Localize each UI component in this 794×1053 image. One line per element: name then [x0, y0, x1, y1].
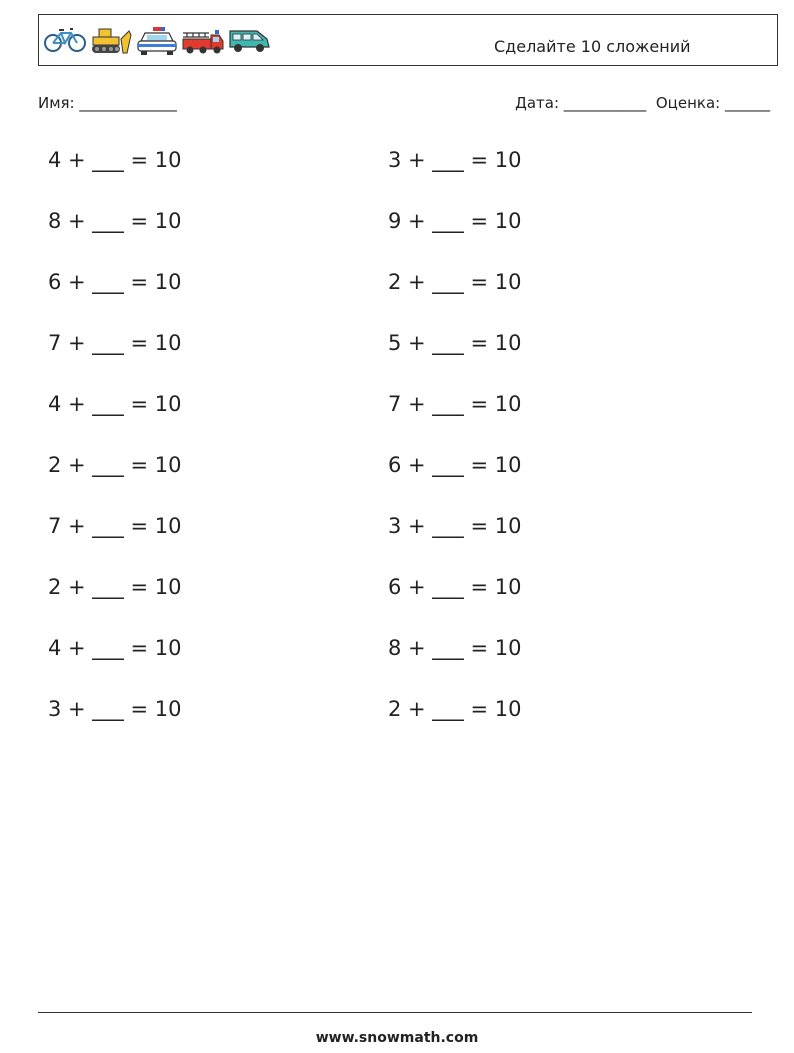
footer-url: www.snowmath.com	[315, 1030, 479, 1046]
date-field: Дата: ___________	[515, 94, 647, 112]
van-icon	[227, 25, 271, 55]
worksheet-title: Сделайте 10 сложений	[494, 37, 691, 56]
problem-right-9: 8 + ___ = 10	[388, 636, 522, 660]
problem-left-2: 8 + ___ = 10	[48, 209, 182, 233]
problem-right-1: 3 + ___ = 10	[388, 148, 522, 172]
footer-divider	[38, 1012, 752, 1013]
problem-left-8: 2 + ___ = 10	[48, 575, 182, 599]
problem-right-10: 2 + ___ = 10	[388, 697, 522, 721]
problem-right-2: 9 + ___ = 10	[388, 209, 522, 233]
problem-left-9: 4 + ___ = 10	[48, 636, 182, 660]
problem-left-6: 2 + ___ = 10	[48, 453, 182, 477]
problem-left-5: 4 + ___ = 10	[48, 392, 182, 416]
worksheet-header	[38, 14, 778, 66]
problem-right-3: 2 + ___ = 10	[388, 270, 522, 294]
grade-field: Оценка: ______	[655, 94, 770, 112]
vehicle-icons	[43, 25, 271, 59]
police-car-icon	[135, 25, 179, 57]
problem-right-4: 5 + ___ = 10	[388, 331, 522, 355]
fire-truck-icon	[181, 25, 225, 55]
problem-right-6: 6 + ___ = 10	[388, 453, 522, 477]
problem-left-3: 6 + ___ = 10	[48, 270, 182, 294]
problem-left-10: 3 + ___ = 10	[48, 697, 182, 721]
date-grade-fields	[515, 94, 770, 112]
problem-left-7: 7 + ___ = 10	[48, 514, 182, 538]
name-field: Имя: _____________	[38, 94, 177, 112]
problem-left-4: 7 + ___ = 10	[48, 331, 182, 355]
problem-left-1: 4 + ___ = 10	[48, 148, 182, 172]
problem-right-5: 7 + ___ = 10	[388, 392, 522, 416]
problem-right-7: 3 + ___ = 10	[388, 514, 522, 538]
problem-right-8: 6 + ___ = 10	[388, 575, 522, 599]
bicycle-icon	[43, 25, 87, 55]
bulldozer-icon	[89, 25, 133, 55]
